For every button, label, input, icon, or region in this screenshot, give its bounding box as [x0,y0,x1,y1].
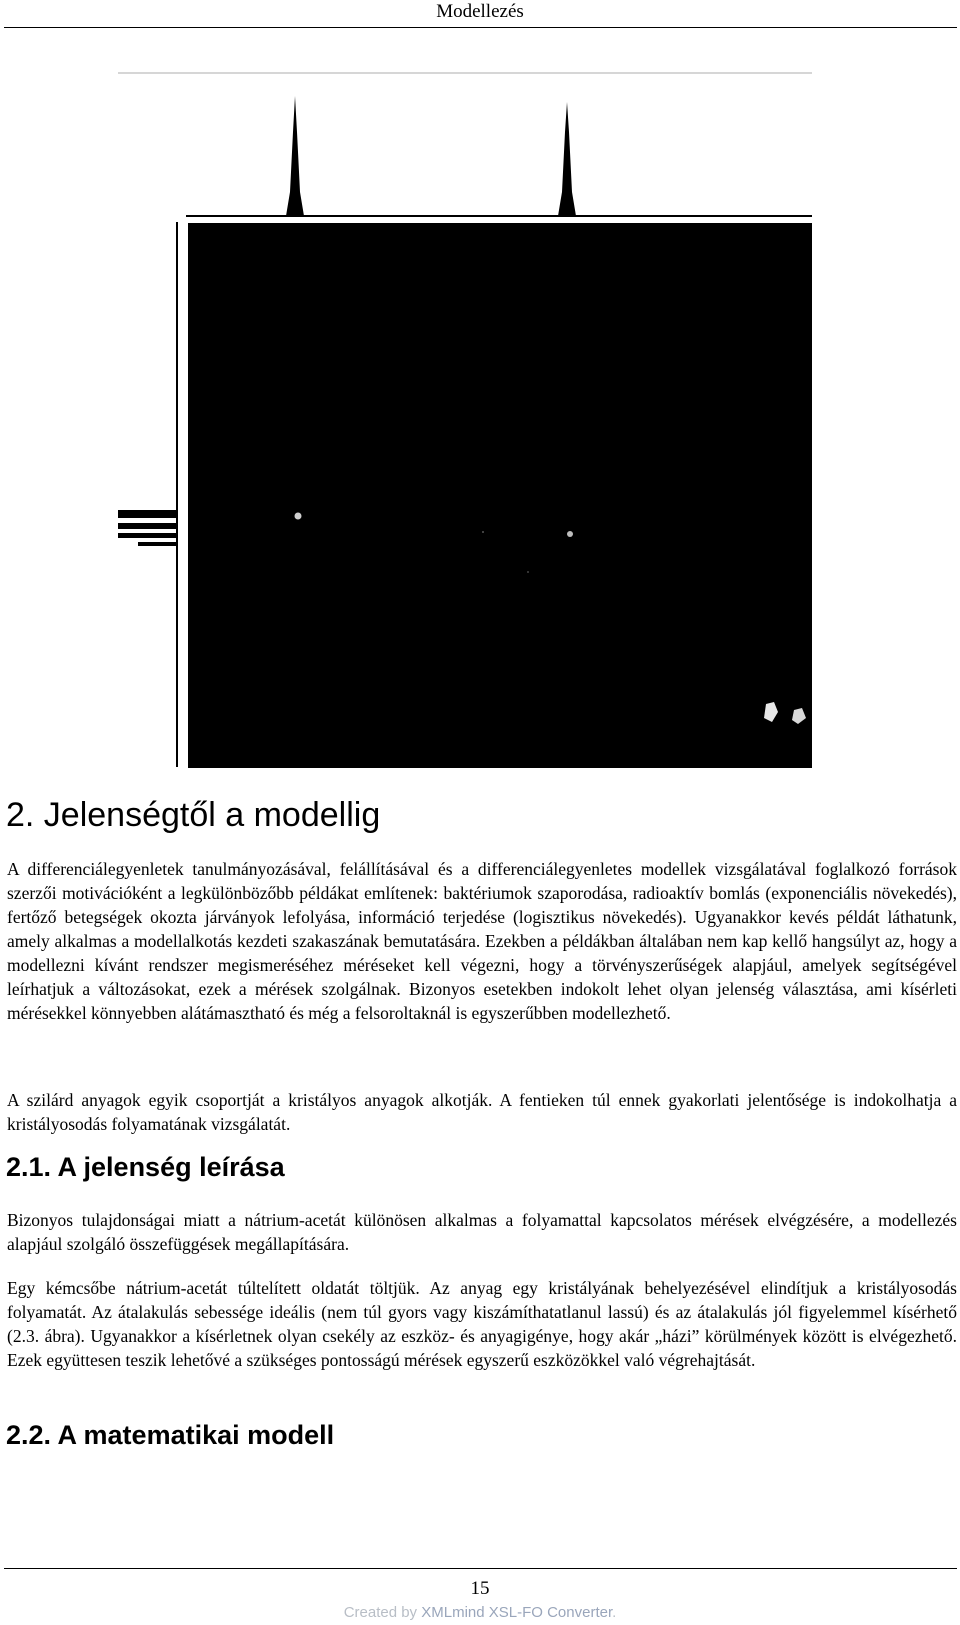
figure-image [118,72,842,797]
header-rule [4,27,957,28]
section-2-paragraph-2: A szilárd anyagok egyik csoportját a kristályos anyagok alkotják. A fentieken túl ennek gyakorlati jelentősége is indokolhatja a kristályosodás folyamatának vizsgálatát. [7,1090,957,1134]
section-2-1-heading: 2.1. A jelenség leírása [6,1152,285,1182]
section-2-2-heading: 2.2. A matematikai modell [6,1420,335,1450]
section-2-paragraph-1: A differenciálegyenletek tanulmányozásával, felállításával és a differenciálegyenletes modellek vizsgálatával foglalkozó források szerzői motivációként a legkülönbözőbb példákat említenek: baktériumok szaporodása, radioaktív bomlás (exponenciális növekedés), fertőző betegségek okozta járványok lefolyása, információ terjedése (logisztikus növekedés). Ugyanakkor kevés példát láthatunk, amely alkalmas a modellalkotás kezdeti szakaszának bemutatására. Ezekben a példákban általában nem kap kellő hangsúlyt az, hogy a modellezni kívánt rendszer megismeréséhez méréseket kell végezni, hogy a törvényszerűségek alapjául, amelyek segítségével leírhatjuk a változásokat, ezek a mérések szolgálnak. Bizonyos esetekben indokolt lehet olyan jelenség választása, ami kísérleti mérésekkel könnyebben alátámasztható és még a felsoroltaknál is egyszerűbben modellezhető. [7,859,957,1023]
section-2-heading: 2. Jelenségtől a modellig [6,796,381,834]
converter-credit [0,1603,960,1623]
credit-brand-link[interactable]: XMLmind XSL-FO Converter [421,1604,613,1621]
running-header: Modellezés [436,1,524,22]
page-number: 15 [470,1578,490,1599]
credit-prefix: Created by [343,1604,422,1621]
section-2-1-paragraph-1: Bizonyos tulajdonságai miatt a nátrium-acetát különösen alkalmas a folyamattal kapcsolatos mérések elvégzésére, a modellezés alapjául szolgáló összefüggések megállapítására. [7,1210,957,1254]
section-2-1-paragraph-2: Egy kémcsőbe nátrium-acetát túltelített oldatát töltjük. Az anyag egy kristályának behelyezésével elindítjuk a kristályosodás folyamatát. Az átalakulás sebessége ideális (nem túl gyors vagy kiszámíthatatlanul lassú) és az átalakulás jól figyelemmel kísérhető (2.3. ábra). Ugyanakkor a kísérletnek olyan csekély az eszköz- és anyagigénye, hogy akár „házi” körülmények között is elvégezhető. Ezek együttesen teszik lehetővé a szükséges pontosságú mérések egyszerű eszközökkel való végrehajtását. [7,1278,957,1370]
credit-suffix: . [612,1604,617,1621]
footer-rule [4,1568,957,1569]
